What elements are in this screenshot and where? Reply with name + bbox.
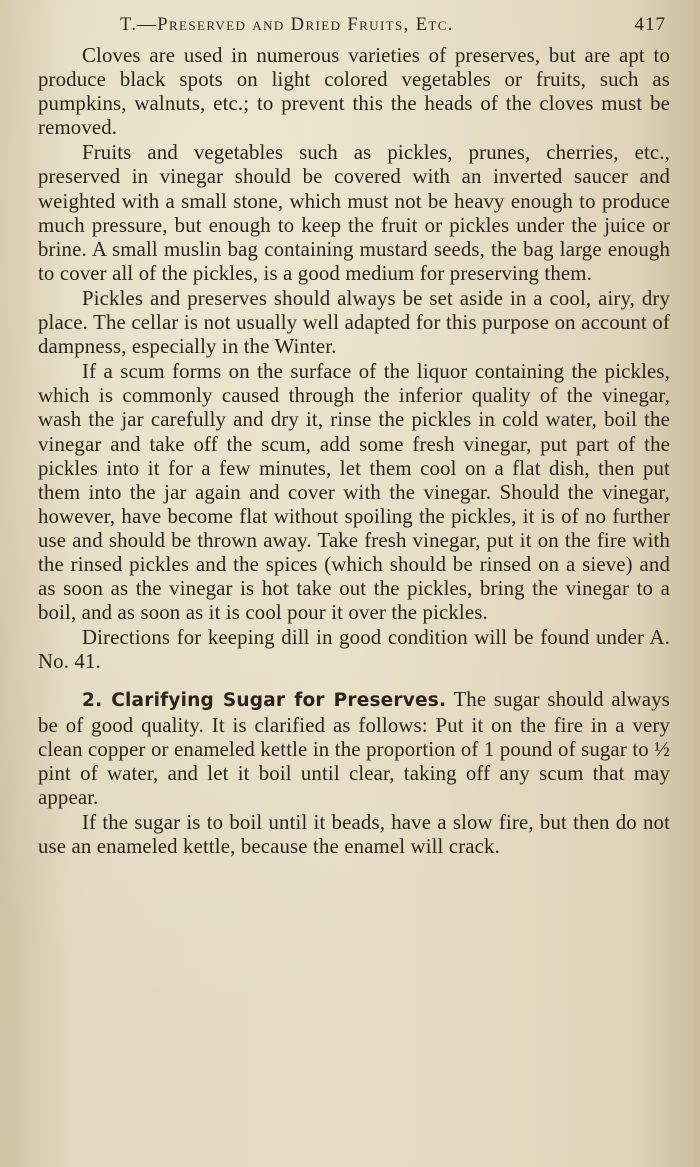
paragraph-vinegar-preserving: Fruits and vegetables such as pickles, prunes, cherries, etc., preserved in vinegar should be covered with an inverted saucer and weighted with a small stone, which must not be heavy enough to produce much pressure, but enough to keep the fruit or pickles under the juice or brine. A small muslin bag containing mustard seeds, the bag large enough to cover all of the pickles, is a good medium for preserving them. bbox=[38, 141, 670, 285]
page-header bbox=[38, 14, 670, 36]
paragraph-cloves: Cloves are used in numerous varieties of preserves, but are apt to produce black spots on light colored vegetables or fruits, such as pumpkins, walnuts, etc.; to prevent this the heads of the cloves must be removed. bbox=[38, 44, 670, 140]
section-clarifying-sugar bbox=[38, 688, 670, 859]
paragraph-storage: Pickles and preserves should always be set aside in a cool, airy, dry place. The cellar is not usually well adapted for this purpose on account of dampness, especially in the Winter. bbox=[38, 286, 670, 359]
paragraph-dill-reference: Directions for keeping dill in good condition will be found under A. No. 41. bbox=[38, 626, 670, 674]
page-number: 417 bbox=[634, 14, 666, 35]
running-title: T.—Preserved and Dried Fruits, Etc. bbox=[120, 15, 454, 35]
page-body bbox=[38, 44, 670, 859]
section-heading: 2. Clarifying Sugar for Preserves. bbox=[82, 690, 447, 712]
paragraph-scum: If a scum forms on the surface of the liquor containing the pickles, which is commonly caused through the inferior quality of the vinegar, wash the jar carefully and dry it, rinse the pickles in cold water, boil the vinegar and take off the scum, add some fresh vinegar, put part of the pickles into it for a few minutes, let them cool on a flat dish, then put them into the jar again and cover with the vinegar. Should the vinegar, however, have become flat without spoiling the pickles, it is of no further use and should be thrown away. Take fresh vinegar, put it on the fire with the rinsed pickles and the spices (which should be rinsed on a sieve) and as soon as the vinegar is hot take out the pickles, bring the vinegar to a boil, and as soon as it is cool pour it over the pickles. bbox=[38, 360, 670, 625]
section-text: The sugar should always be of good quality. It is clarified as follows: Put it on the fire in a very clean copper or enameled kettle in the proportion of 1 pound of sugar to ½ pint of water, and let it boil until clear, taking off any scum that may appear. bbox=[38, 688, 670, 809]
section-clarifying-sugar-paragraph bbox=[38, 688, 670, 809]
paragraph-beading: If the sugar is to boil until it beads, have a slow fire, but then do not use an enameled kettle, because the enamel will crack. bbox=[38, 810, 670, 858]
